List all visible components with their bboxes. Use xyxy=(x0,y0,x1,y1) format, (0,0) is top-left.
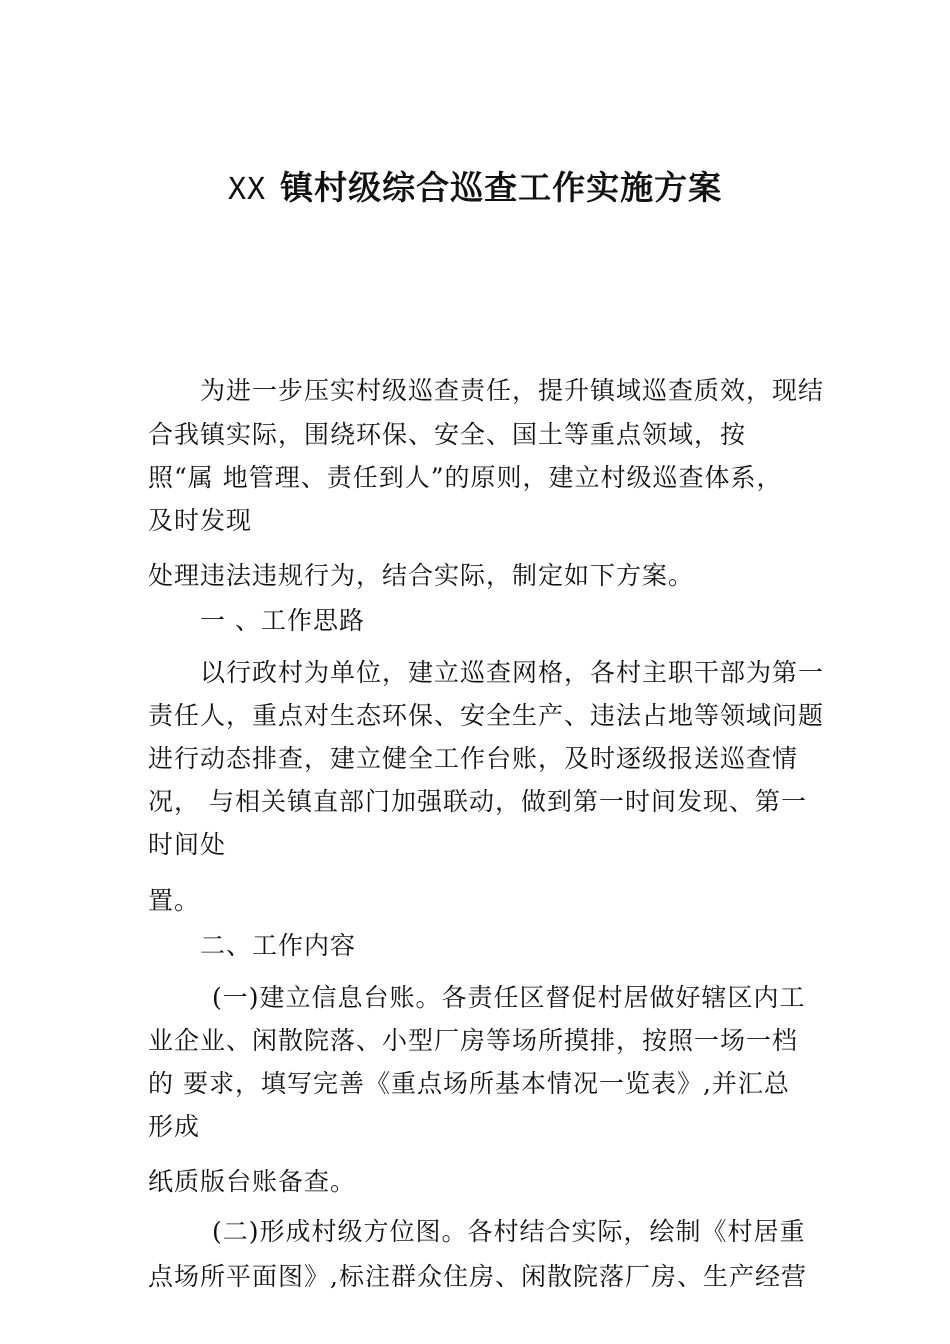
paragraph-line: 的 要求，填写完善《重点场所基本情况一览表》,并汇总 xyxy=(148,1069,790,1098)
section-heading: 一 、工作思路 xyxy=(200,606,365,635)
paragraph-line: 业企业、闲散院落、小型厂房等场所摸排，按照一场一档 xyxy=(148,1026,799,1055)
paragraph-line: 点场所平面图》,标注群众住房、闲散院落厂房、生产经营 xyxy=(148,1262,807,1291)
paragraph-line: 进行动态排查，建立健全工作台账，及时逐级报送巡查情 xyxy=(148,744,799,773)
paragraph-line: 时间处 xyxy=(148,830,227,859)
paragraph-line: 照“属 地管理、责任到人”的原则，建立村级巡查体系， xyxy=(148,463,783,492)
paragraph-line: 为进一步压实村级巡查责任，提升镇域巡查质效，现结 xyxy=(200,376,825,405)
paragraph-line: 责任人，重点对生态环保、安全生产、违法占地等领域问题 xyxy=(148,701,825,730)
document-title xyxy=(0,162,950,209)
paragraph-line: 形成 xyxy=(148,1112,201,1141)
paragraph-line: 置。 xyxy=(148,886,201,915)
paragraph-line: 处理违法违规行为，结合实际，制定如下方案。 xyxy=(148,561,695,590)
title-main: 镇村级综合巡查工作实施方案 xyxy=(280,168,723,207)
paragraph-line: 纸质版台账备查。 xyxy=(148,1167,357,1196)
section-heading: 二、工作内容 xyxy=(200,931,357,960)
paragraph-line: (一)建立信息台账。各责任区督促村居做好辖区内工 xyxy=(212,983,806,1012)
paragraph-line: 以行政村为单位，建立巡查网格，各村主职干部为第一 xyxy=(200,658,825,687)
paragraph-line: 况， 与相关镇直部门加强联动，做到第一时间发现、第一 xyxy=(148,787,807,816)
paragraph-line: 及时发现 xyxy=(148,506,253,535)
paragraph-line: (二)形成村级方位图。各村结合实际，绘制《村居重 xyxy=(212,1217,806,1246)
title-prefix: XX xyxy=(227,172,267,207)
paragraph-line: 合我镇实际，围绕环保、安全、国土等重点领域，按 xyxy=(148,420,747,449)
